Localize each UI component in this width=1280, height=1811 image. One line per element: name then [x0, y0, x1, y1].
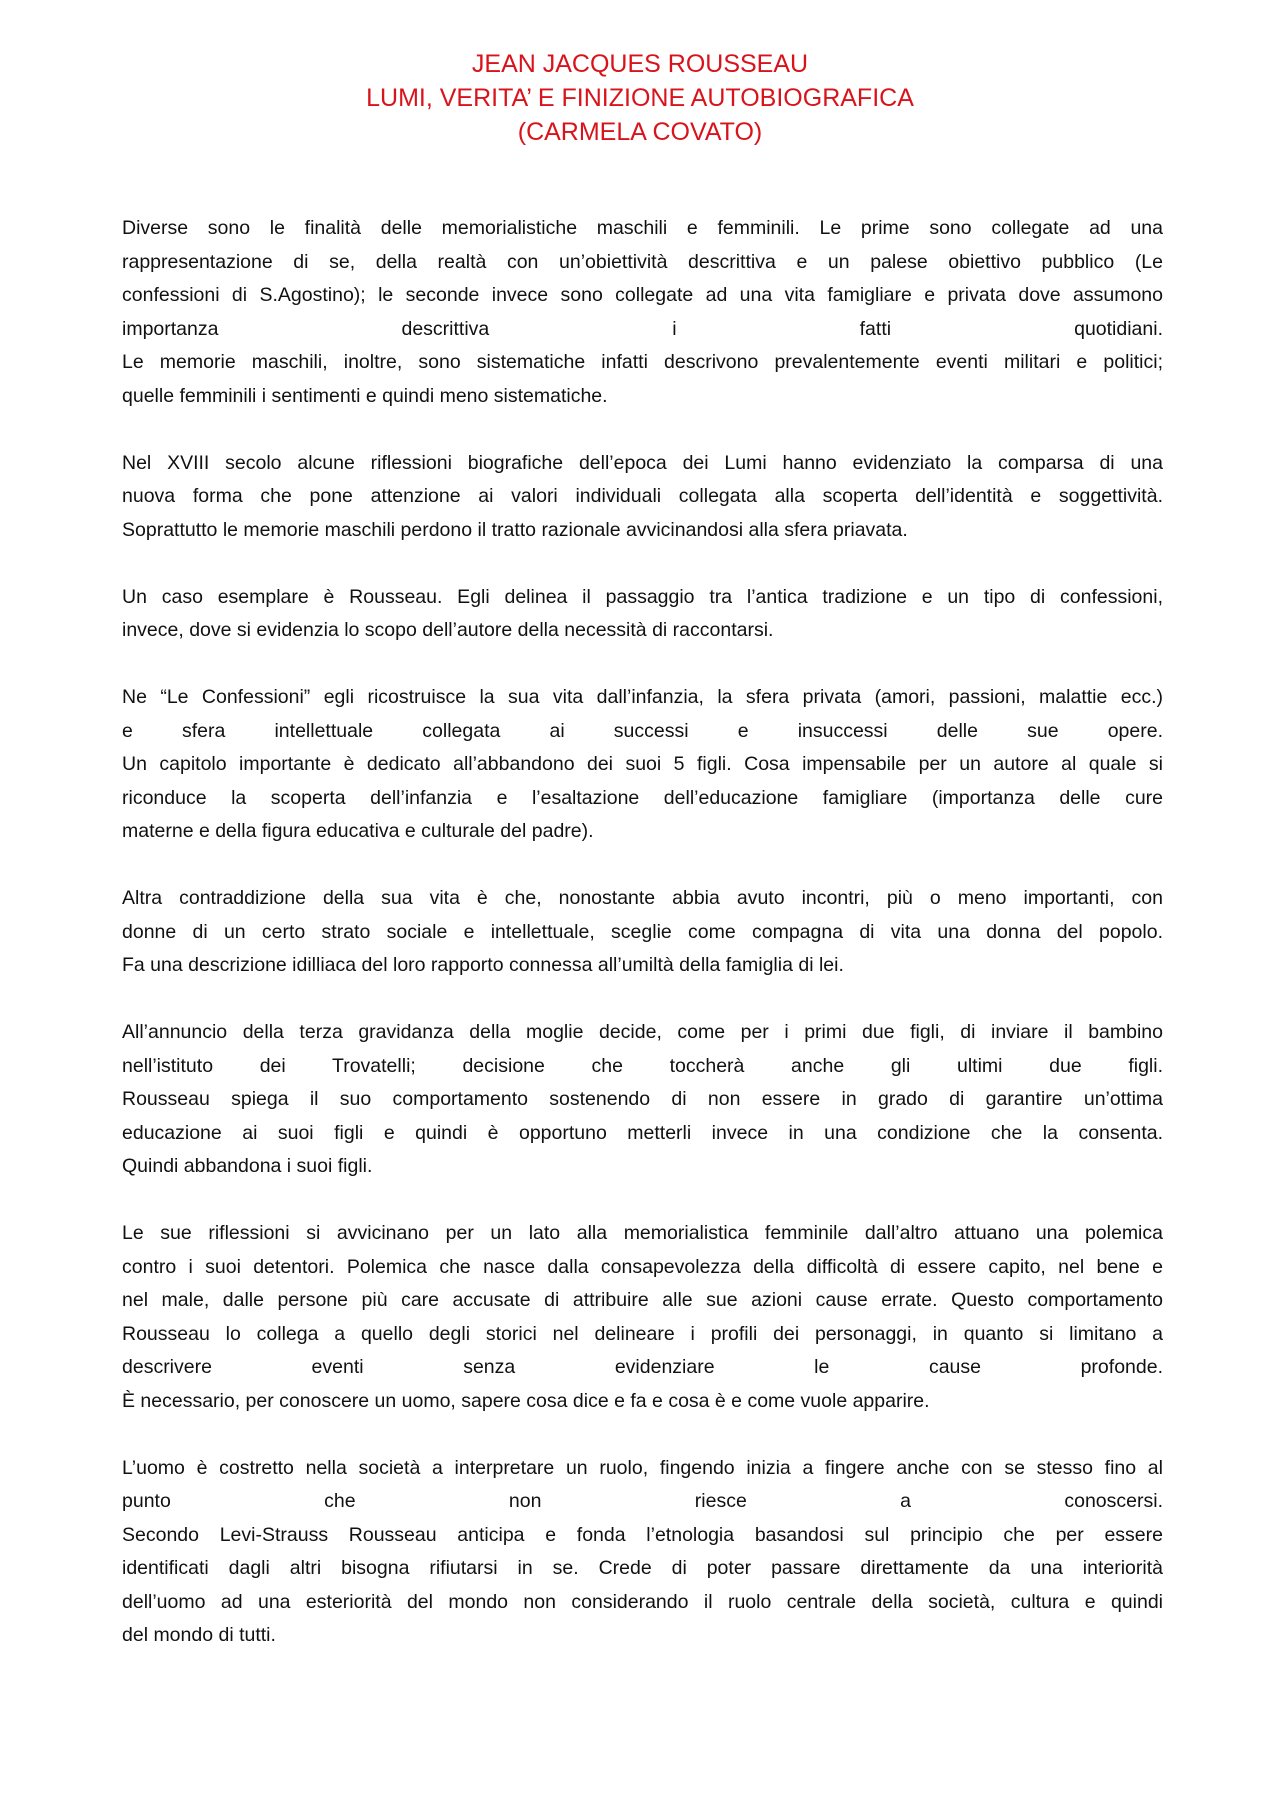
paragraph: [122, 681, 1163, 849]
text-line: Le sue riflessioni si avvicinano per un lato alla memorialistica femminile dall’altro attuano una polemica: [122, 1222, 1163, 1244]
paragraph: [122, 882, 1163, 983]
title-subject: LUMI, VERITA’ E FINIZIONE AUTOBIOGRAFICA: [366, 84, 914, 112]
text-line: Un capitolo importante è dedicato all’abbandono dei suoi 5 figli. Cosa impensabile per un autore al quale si: [122, 753, 1163, 775]
title-source: (CARMELA COVATO): [517, 118, 763, 146]
text-line: Nel XVIII secolo alcune riflessioni biografiche dell’epoca dei Lumi hanno evidenziato la comparsa di una: [122, 451, 1163, 474]
paragraph: [122, 1452, 1163, 1653]
text-line: Rousseau lo collega a quello degli storici nel delineare i profili dei personaggi, in quanto si limitano a: [122, 1322, 1163, 1345]
paragraph: [122, 1016, 1163, 1184]
text-line: Le memorie maschili, inoltre, sono sistematiche infatti descrivono prevalentemente eventi militari e politici;: [122, 351, 1163, 373]
paragraph: [122, 1217, 1163, 1418]
text-line: importanza descrittiva i fatti quotidiani.: [122, 317, 1163, 340]
title-author: JEAN JACQUES ROUSSEAU: [471, 50, 809, 78]
text-line: donne di un certo strato sociale e intellettuale, sceglie come compagna di vita una donna del popolo.: [122, 920, 1163, 943]
text-line: È necessario, per conoscere un uomo, sapere cosa dice e fa e cosa è e come vuole apparire.: [122, 1389, 930, 1412]
text-line: del mondo di tutti.: [122, 1624, 276, 1646]
document-body: [122, 212, 1163, 1686]
text-line: Rousseau spiega il suo comportamento sostenendo di non essere in grado di garantire un’ottima: [122, 1088, 1163, 1110]
text-line: Diverse sono le finalità delle memorialistiche maschili e femminili. Le prime sono collegate ad una: [122, 217, 1163, 239]
text-line: e sfera intellettuale collegata ai successi e insuccessi delle sue opere.: [122, 719, 1163, 742]
text-line: Quindi abbandona i suoi figli.: [122, 1155, 373, 1177]
text-line: riconduce la scoperta dell’infanzia e l’esaltazione dell’educazione famigliare (importanza delle cure: [122, 786, 1163, 809]
text-line: Altra contraddizione della sua vita è che, nonostante abbia avuto incontri, più o meno importanti, con: [122, 887, 1163, 909]
text-line: materne e della figura educativa e culturale del padre).: [122, 820, 594, 842]
text-line: nell’istituto dei Trovatelli; decisione che toccherà anche gli ultimi due figli.: [122, 1054, 1163, 1077]
text-line: Secondo Levi-Strauss Rousseau anticipa e fonda l’etnologia basandosi sul principio che per essere: [122, 1523, 1163, 1546]
text-line: educazione ai suoi figli e quindi è opportuno metterli invece in una condizione che la consenta.: [122, 1121, 1163, 1144]
text-line: quelle femminili i sentimenti e quindi meno sistematiche.: [122, 384, 608, 407]
text-line: dell’uomo ad una esteriorità del mondo non considerando il ruolo centrale della società, cultura e quindi: [122, 1590, 1163, 1613]
text-line: contro i suoi detentori. Polemica che nasce dalla consapevolezza della difficoltà di essere capito, nel bene e: [122, 1255, 1163, 1278]
text-line: nel male, dalle persone più care accusate di attribuire alle sue azioni cause errate. Questo comportamento: [122, 1289, 1163, 1311]
paragraph: [122, 581, 1163, 648]
text-line: descrivere eventi senza evidenziare le cause profonde.: [122, 1356, 1163, 1378]
text-line: Un caso esemplare è Rousseau. Egli delinea il passaggio tra l’antica tradizione e un tipo di confessioni,: [122, 585, 1163, 608]
paragraph: [122, 447, 1163, 548]
text-line: identificati dagli altri bisogna rifiutarsi in se. Crede di poter passare direttamente da una interiorità: [122, 1557, 1163, 1579]
text-line: L’uomo è costretto nella società a interpretare un ruolo, fingendo inizia a fingere anche con se stesso fino al: [122, 1456, 1163, 1479]
text-line: punto che non riesce a conoscersi.: [122, 1490, 1163, 1512]
text-line: Soprattutto le memorie maschili perdono il tratto razionale avvicinandosi alla sfera priavata.: [122, 518, 908, 541]
paragraph: [122, 212, 1163, 413]
text-line: nuova forma che pone attenzione ai valori individuali collegata alla scoperta dell’identità e soggettività.: [122, 485, 1163, 507]
text-line: rappresentazione di se, della realtà con un’obiettività descrittiva e un palese obiettivo pubblico (Le: [122, 250, 1163, 273]
text-line: Fa una descrizione idilliaca del loro rapporto connessa all’umiltà della famiglia di lei.: [122, 954, 844, 976]
text-line: All’annuncio della terza gravidanza della moglie decide, come per i primi due figli, di inviare il bambino: [122, 1021, 1163, 1043]
text-line: confessioni di S.Agostino); le seconde invece sono collegate ad una vita famigliare e privata dove assumono: [122, 284, 1163, 306]
text-line: invece, dove si evidenzia lo scopo dell’autore della necessità di raccontarsi.: [122, 619, 774, 641]
document-title: [0, 47, 1280, 149]
text-line: Ne “Le Confessioni” egli ricostruisce la sua vita dall’infanzia, la sfera privata (amori, passioni, malattie ecc.): [122, 686, 1163, 708]
